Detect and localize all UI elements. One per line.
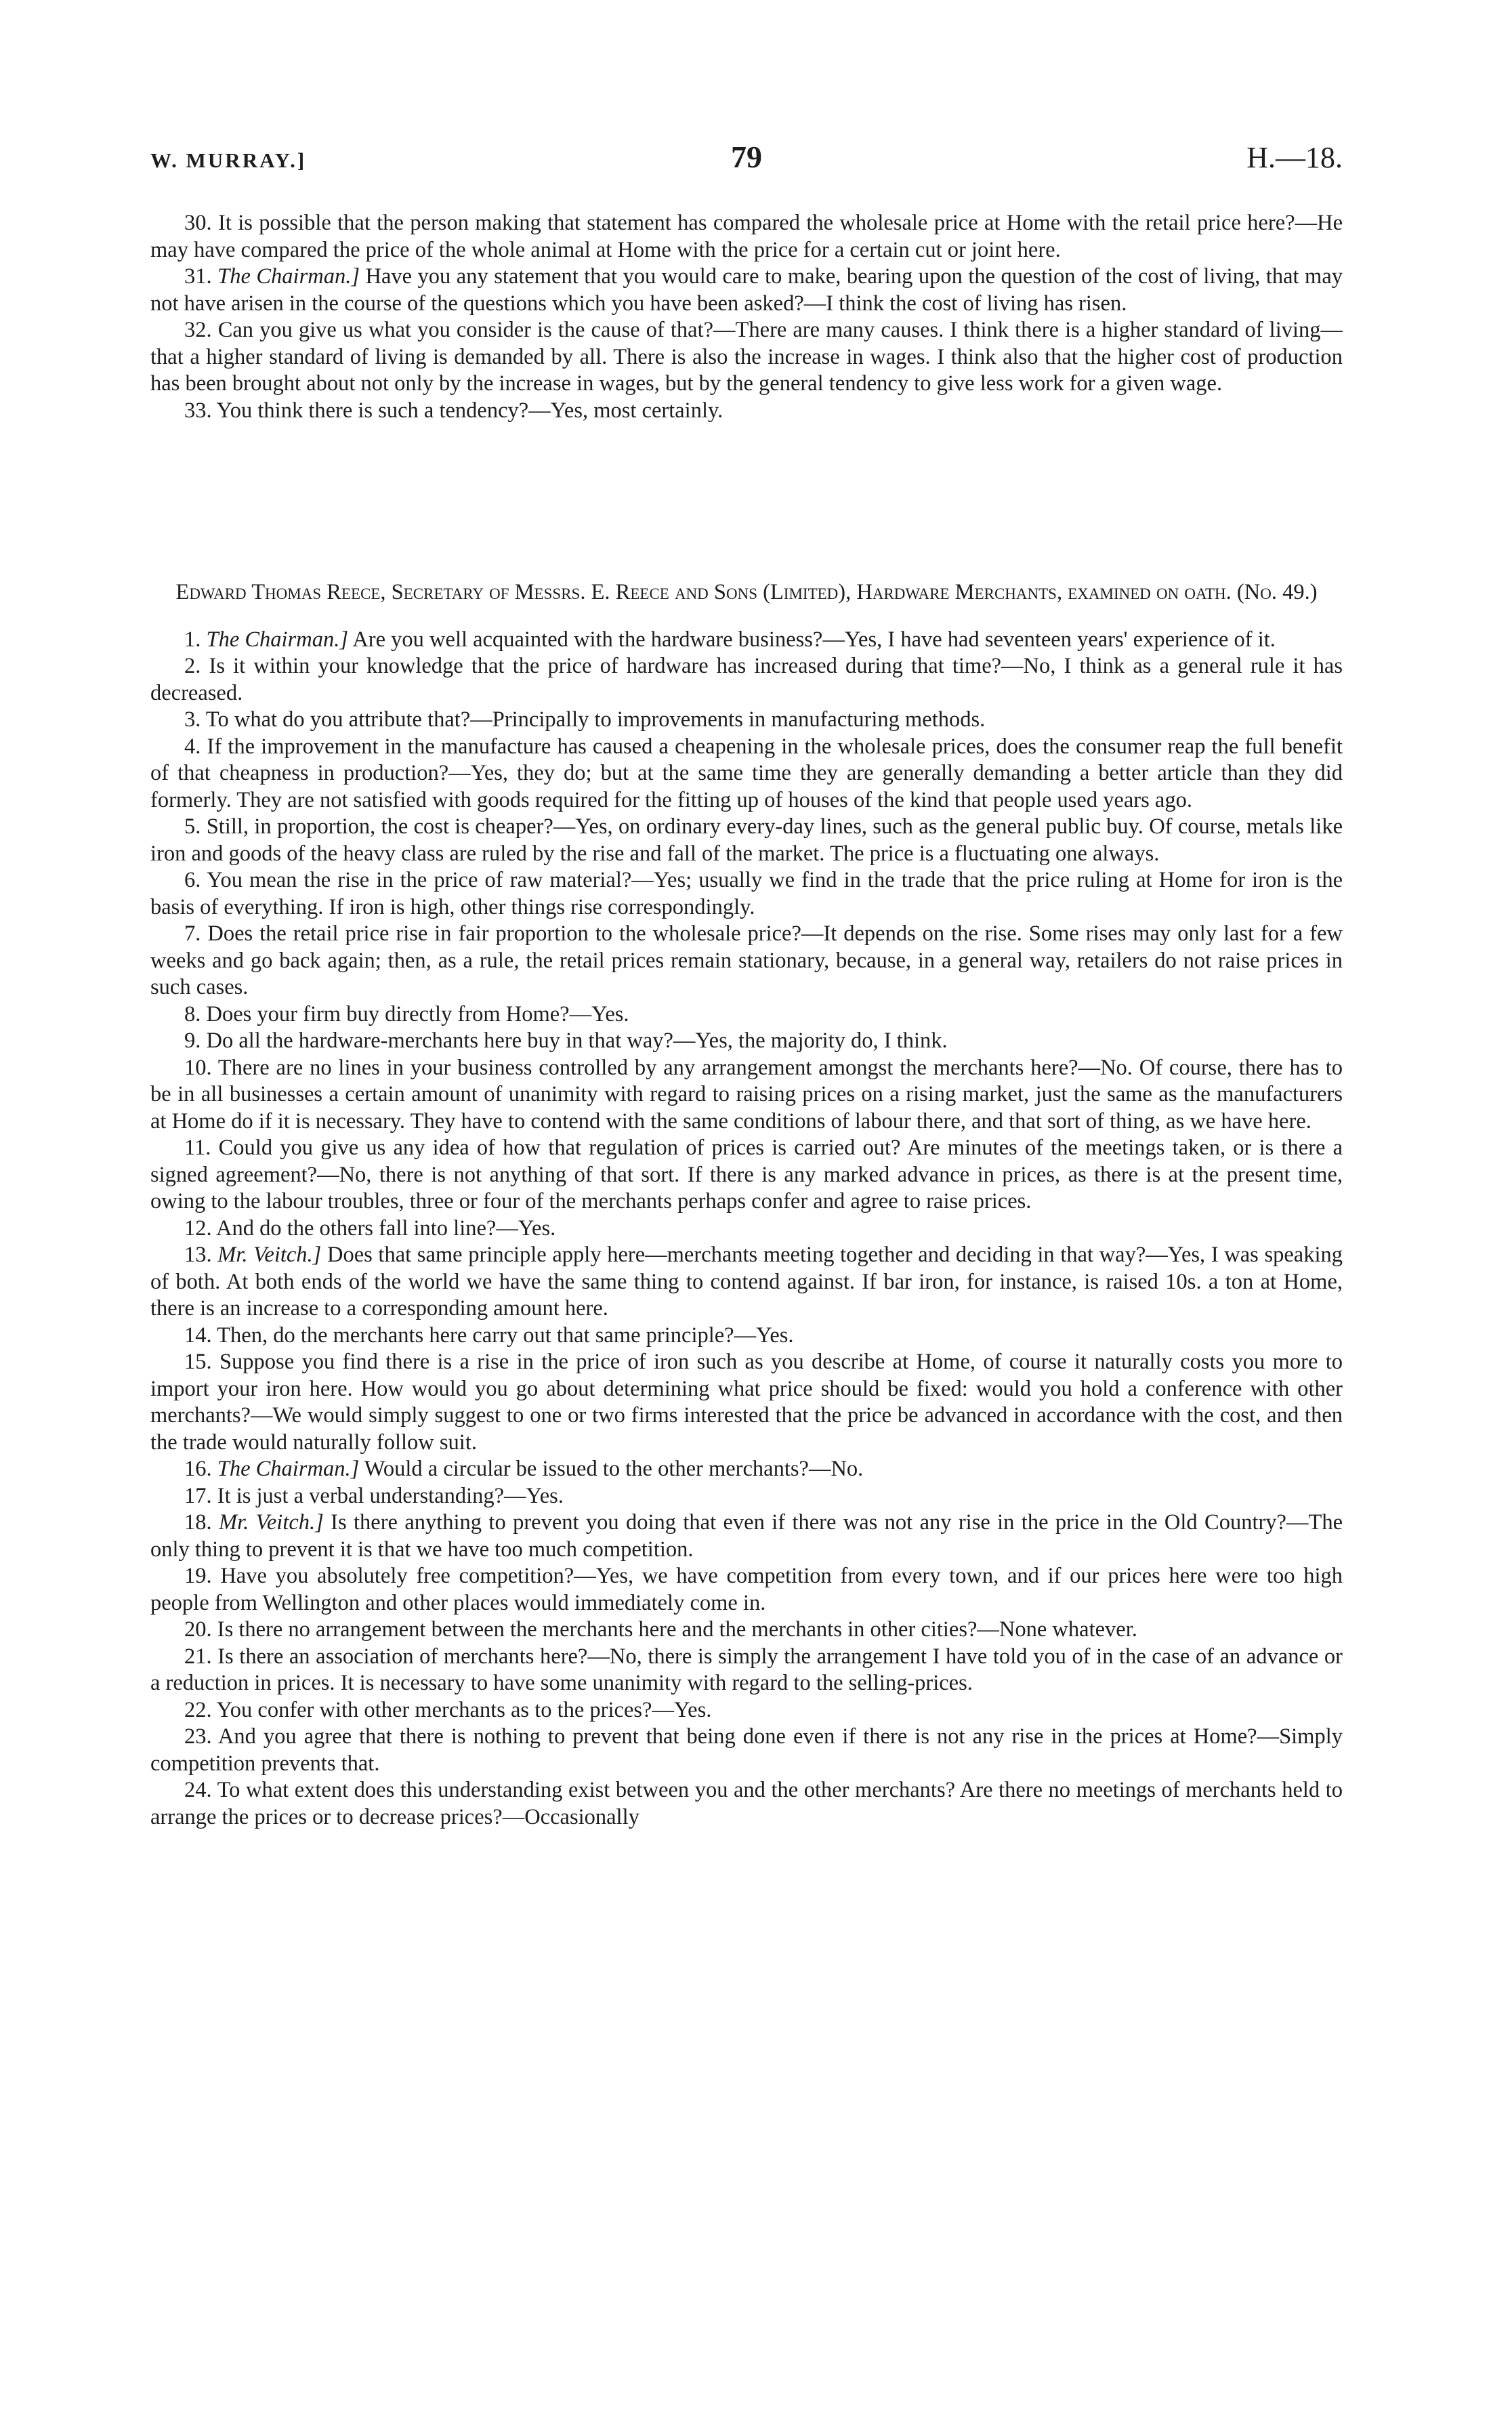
question-text: Are you well acquainted with the hardware business?—Yes, I have had seventeen years' experience of it. — [352, 627, 1276, 652]
question-text: Then, do the merchants here carry out that same principle?—Yes. — [217, 1323, 794, 1348]
question-paragraph — [150, 1349, 1343, 1456]
question-number: 5. — [184, 814, 201, 839]
question-text: If the improvement in the manufacture has caused a cheapening in the wholesale prices, does the consumer reap the full benefit of that cheapness in production?—Yes, they do; but at the same time they are generally demanding a better article than they did formerly. They are not satisfied with goods required for the fitting up of houses of the kind that people used years ago. — [150, 734, 1343, 812]
question-text: Do all the hardware-merchants here buy in that way?—Yes, the majority do, I think. — [206, 1028, 948, 1053]
question-text: Does your firm buy directly from Home?—Yes. — [206, 1001, 629, 1026]
question-text: You mean the rise in the price of raw material?—Yes; usually we find in the trade that the price ruling at Home for iron is the basis of everything. If iron is high, other things rise correspondingly. — [150, 868, 1343, 919]
question-text: Could you give us any idea of how that regulation of prices is carried out? Are minutes of the meetings taken, or is there a signed agreement?—No, there is not anything of that sort. If there is any marked advance in prices, as there is at the present time, owing to the labour troubles, three or four of the merchants perhaps confer and agree to raise prices. — [150, 1136, 1343, 1213]
question-text: You think there is such a tendency?—Yes, most certainly. — [216, 398, 723, 423]
witness-name: Edward Thomas Reece, — [175, 580, 386, 604]
question-number: 12. — [184, 1215, 212, 1241]
question-text: It is possible that the person making that statement has compared the wholesale price at Home with the retail price here?—He may have compared the price of the whole animal at Home with the price for a certain cut or joint here. — [150, 211, 1343, 262]
reece-testimony — [150, 579, 1343, 1831]
question-number: 18. — [184, 1510, 212, 1535]
witness-description: Secretary of Messrs. E. Reece and Sons (Limited), Hardware Merchants, examined on oath. (No. 49.) — [391, 580, 1318, 604]
question-number: 15. — [184, 1350, 212, 1374]
question-text: Still, in proportion, the cost is cheaper?—Yes, on ordinary every-day lines, such as the general public buy. Of course, metals like iron and goods of the heavy class are ruled by the rise and fall of the market. The price is a fluctuating one always. — [150, 814, 1343, 866]
question-paragraph — [150, 398, 1343, 425]
document-reference: H.—18. — [1246, 141, 1343, 174]
question-paragraph — [150, 653, 1343, 707]
question-paragraph — [150, 814, 1343, 867]
previous-witness-testimony — [150, 210, 1343, 424]
question-number: 10. — [184, 1055, 212, 1080]
question-text: It is just a verbal understanding?—Yes. — [217, 1483, 564, 1508]
question-number: 1. — [184, 627, 201, 652]
question-number: 11. — [184, 1136, 211, 1160]
question-text: And you agree that there is nothing to prevent that being done even if there is not any rise in the prices at Home?—Simply competition prevents that. — [150, 1724, 1343, 1776]
question-number: 17. — [184, 1483, 212, 1508]
question-paragraph — [150, 1697, 1343, 1724]
question-paragraph — [150, 1001, 1343, 1028]
question-paragraph — [150, 1215, 1343, 1243]
question-text: To what do you attribute that?—Principally to improvements in manufacturing methods. — [205, 707, 986, 732]
question-number: 8. — [184, 1001, 201, 1026]
question-paragraph — [150, 1055, 1343, 1136]
question-text: Have you any statement that you would care to make, bearing upon the question of the cost of living, that may not have arisen in the course of the questions which you have been asked?—I think the cost of living has risen. — [150, 264, 1343, 316]
question-text: You confer with other merchants as to the prices?—Yes. — [216, 1697, 712, 1722]
question-paragraph — [150, 210, 1343, 264]
question-text: To what extent does this understanding exist between you and the other merchants? Are there no meetings of merchants held to arrange the prices or to decrease prices?—Occasionally — [150, 1778, 1343, 1829]
question-paragraph — [150, 1242, 1343, 1323]
question-text: Would a circular be issued to the other merchants?—No. — [364, 1457, 864, 1481]
question-text: There are no lines in your business controlled by any arrangement amongst the merchants here?—No. Of course, there has to be in all businesses a certain amount of unanimity with regard to raising prices on a rising market, just the same as the manufacturers at Home do if it is necessary. They have to contend with the same conditions of labour there, and that sort of thing, as we have here. — [150, 1055, 1343, 1134]
question-paragraph — [150, 1028, 1343, 1055]
question-number: 16. — [184, 1457, 212, 1481]
question-text: Does the retail price rise in fair proportion to the wholesale price?—It depends on the rise. Some rises may only last for a few weeks and go back again; then, as a rule, the retail prices remain stationary, because, in a general way, retailers do not raise prices in such cases. — [150, 921, 1343, 999]
question-number: 32. — [184, 318, 212, 342]
question-text: Is there anything to prevent you doing that even if there was not any rise in the price in the Old Country?—The only thing to prevent it is that we have too much competition. — [150, 1510, 1343, 1562]
question-paragraph — [150, 317, 1343, 398]
question-paragraph — [150, 1323, 1343, 1350]
question-number: 19. — [184, 1564, 212, 1588]
question-text: Does that same principle apply here—merchants meeting together and deciding in that way?—Yes, I was speaking of both. At both ends of the world we have the same thing to contend against. If bar iron, for instance, is raised 10s. a ton at Home, there is an increase to a corresponding amount here. — [150, 1243, 1343, 1321]
question-text: Have you absolutely free competition?—Yes, we have competition from every town, and if our prices here were too high people from Wellington and other places would immediately come in. — [150, 1564, 1343, 1615]
question-number: 31. — [184, 264, 212, 289]
question-paragraph — [150, 1456, 1343, 1483]
question-paragraph — [150, 1644, 1343, 1697]
question-text: And do the others fall into line?—Yes. — [215, 1215, 556, 1241]
speaker-label: The Chairman.] — [217, 264, 360, 289]
question-paragraph — [150, 1135, 1343, 1215]
page-header — [150, 139, 1343, 180]
speaker-label: The Chairman.] — [217, 1457, 360, 1481]
speaker-label: The Chairman.] — [206, 627, 348, 652]
question-number: 14. — [184, 1323, 212, 1348]
question-number: 30. — [184, 211, 212, 235]
question-paragraph — [150, 627, 1343, 654]
question-paragraph — [150, 1483, 1343, 1510]
question-number: 3. — [184, 707, 201, 732]
question-paragraph — [150, 867, 1343, 921]
question-text: Suppose you find there is a rise in the price of iron such as you describe at Home, of course it naturally costs you more to import your iron here. How would you go about determining what price should be fixed: would you hold a conference with other merchants?—We would simply suggest to one or two firms interested that the price be advanced in accordance with the cost, and then the trade would naturally follow suit. — [150, 1350, 1343, 1455]
question-paragraph — [150, 1617, 1343, 1644]
page-number: 79 — [731, 140, 762, 174]
question-paragraph — [150, 921, 1343, 1001]
question-paragraph — [150, 1563, 1343, 1617]
question-paragraph — [150, 1510, 1343, 1563]
question-number: 22. — [184, 1697, 212, 1722]
question-paragraph — [150, 1777, 1343, 1831]
question-number: 2. — [184, 654, 201, 678]
question-number: 4. — [184, 734, 201, 759]
question-number: 9. — [184, 1028, 201, 1053]
header-witness-name: W. MURRAY.] — [150, 148, 307, 172]
question-number: 7. — [184, 921, 201, 946]
question-number: 6. — [184, 868, 201, 892]
question-text: Is there no arrangement between the merchants here and the merchants in other cities?—None whatever. — [217, 1617, 1137, 1642]
question-paragraph — [150, 707, 1343, 734]
speaker-label: Mr. Veitch.] — [217, 1243, 322, 1267]
question-paragraph — [150, 734, 1343, 814]
question-number: 24. — [184, 1778, 212, 1802]
question-number: 20. — [184, 1617, 212, 1642]
question-number: 33. — [184, 398, 212, 423]
question-number: 21. — [184, 1644, 212, 1669]
question-number: 13. — [184, 1243, 212, 1267]
question-text: Can you give us what you consider is the cause of that?—There are many causes. I think there is a higher standard of living—that a higher standard of living is demanded by all. There is also the increase in wages. I think also that the higher cost of production has been brought about not only by the increase in wages, but by the general tendency to give less work for a given wage. — [150, 318, 1343, 396]
question-number: 23. — [184, 1724, 212, 1749]
question-text: Is it within your knowledge that the price of hardware has increased during that time?—No, I think as a general rule it has decreased. — [150, 654, 1343, 705]
question-paragraph — [150, 1724, 1343, 1777]
witness-heading — [150, 579, 1343, 606]
question-text: Is there an association of merchants here?—No, there is simply the arrangement I have told you of in the case of an advance or a reduction in prices. It is necessary to have some unanimity with regard to the selling-prices. — [150, 1644, 1343, 1695]
speaker-label: Mr. Veitch.] — [219, 1510, 324, 1535]
question-paragraph — [150, 264, 1343, 317]
